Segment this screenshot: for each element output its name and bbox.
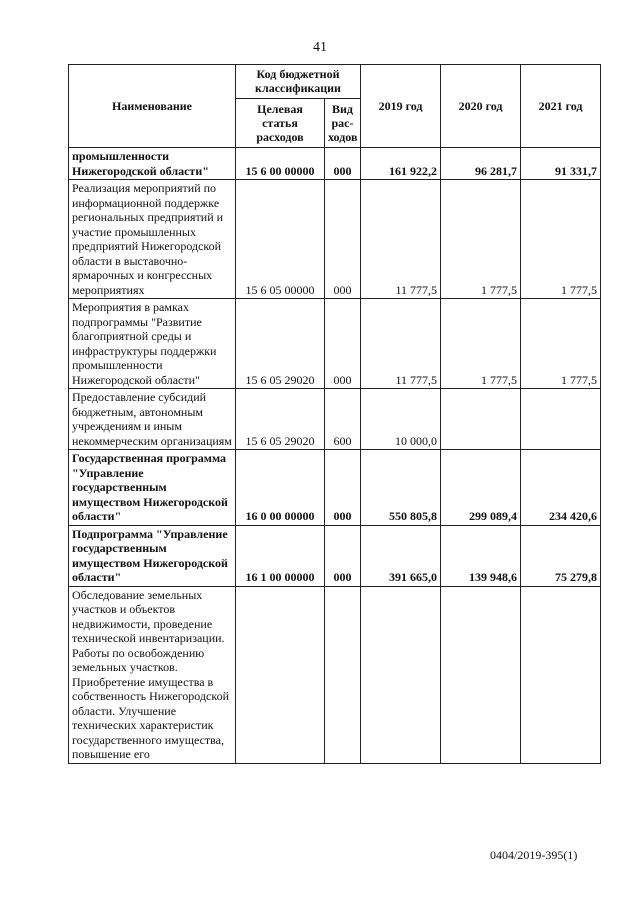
row-target-article-cell: 15 6 05 29020 xyxy=(236,389,325,450)
row-target-article-cell xyxy=(236,586,325,763)
row-target-article-cell: 15 6 05 00000 xyxy=(236,180,325,299)
row-name-cell: Подпрограмма "Управление государственным имуществом Нижегородской области" xyxy=(69,525,236,586)
row-expense-type-cell: 000 xyxy=(325,148,361,180)
row-2019-cell: 11 777,5 xyxy=(361,180,441,299)
header-target-article: Целевая статья расходов xyxy=(236,98,325,147)
row-2020-cell xyxy=(441,586,521,763)
table-header-row xyxy=(69,65,601,99)
header-2021: 2021 год xyxy=(521,65,601,148)
row-2021-cell: 75 279,8 xyxy=(521,525,601,586)
row-2021-cell: 234 420,6 xyxy=(521,450,601,526)
row-name-cell: Предоставление субсидий бюджетным, автономным учреждениям и иным некоммерческим организациям xyxy=(69,389,236,450)
row-2020-cell xyxy=(441,389,521,450)
row-target-article-cell: 15 6 00 00000 xyxy=(236,148,325,180)
table-row xyxy=(69,148,601,180)
row-2019-cell: 550 805,8 xyxy=(361,450,441,526)
row-expense-type-cell xyxy=(325,586,361,763)
row-expense-type-cell: 000 xyxy=(325,525,361,586)
page-number: 41 xyxy=(313,40,327,55)
row-2021-cell: 1 777,5 xyxy=(521,299,601,389)
row-name-cell: Мероприятия в рамках подпрограммы "Развитие благоприятной среды и инфраструктуры поддержки промышленности Нижегородской области" xyxy=(69,299,236,389)
row-2020-cell: 1 777,5 xyxy=(441,180,521,299)
row-2019-cell xyxy=(361,586,441,763)
table-row xyxy=(69,180,601,299)
header-name: Наименование xyxy=(69,65,236,148)
table-body xyxy=(69,148,601,764)
row-2021-cell: 91 331,7 xyxy=(521,148,601,180)
row-2019-cell: 10 000,0 xyxy=(361,389,441,450)
row-name-cell: Государственная программа "Управление государственным имуществом Нижегородской области" xyxy=(69,450,236,526)
row-expense-type-cell: 600 xyxy=(325,389,361,450)
row-name-cell: промышленности Нижегородской области" xyxy=(69,148,236,180)
table-row xyxy=(69,525,601,586)
row-2020-cell: 1 777,5 xyxy=(441,299,521,389)
table-row xyxy=(69,586,601,763)
row-2019-cell: 161 922,2 xyxy=(361,148,441,180)
row-2021-cell xyxy=(521,586,601,763)
header-expense-type: Вид рас-ходов xyxy=(325,98,361,147)
row-name-cell: Реализация мероприятий по информационной поддержке региональных предприятий и участие промышленных предприятий Нижегородской области в выставочно-ярмарочных и конгрессных мероприятиях xyxy=(69,180,236,299)
row-2020-cell: 299 089,4 xyxy=(441,450,521,526)
row-expense-type-cell: 000 xyxy=(325,180,361,299)
header-2020: 2020 год xyxy=(441,65,521,148)
row-2020-cell: 139 948,6 xyxy=(441,525,521,586)
table-row xyxy=(69,299,601,389)
budget-table xyxy=(68,64,601,764)
table-row xyxy=(69,389,601,450)
row-target-article-cell: 16 1 00 00000 xyxy=(236,525,325,586)
row-2021-cell xyxy=(521,389,601,450)
row-target-article-cell: 16 0 00 00000 xyxy=(236,450,325,526)
row-name-cell: Обследование земельных участков и объектов недвижимости, проведение технической инвентаризации. Работы по освобождению земельных участков. Приобретение имущества в собственность Нижегородской области. Улучшение технических характеристик государственного имущества, повышение его xyxy=(69,586,236,763)
row-expense-type-cell: 000 xyxy=(325,299,361,389)
header-kbk: Код бюджетной классификации xyxy=(236,65,361,99)
row-expense-type-cell: 000 xyxy=(325,450,361,526)
table-row xyxy=(69,450,601,526)
row-target-article-cell: 15 6 05 29020 xyxy=(236,299,325,389)
row-2021-cell: 1 777,5 xyxy=(521,180,601,299)
row-2019-cell: 391 665,0 xyxy=(361,525,441,586)
document-code: 0404/2019-395(1) xyxy=(490,848,578,862)
row-2019-cell: 11 777,5 xyxy=(361,299,441,389)
row-2020-cell: 96 281,7 xyxy=(441,148,521,180)
header-2019: 2019 год xyxy=(361,65,441,148)
